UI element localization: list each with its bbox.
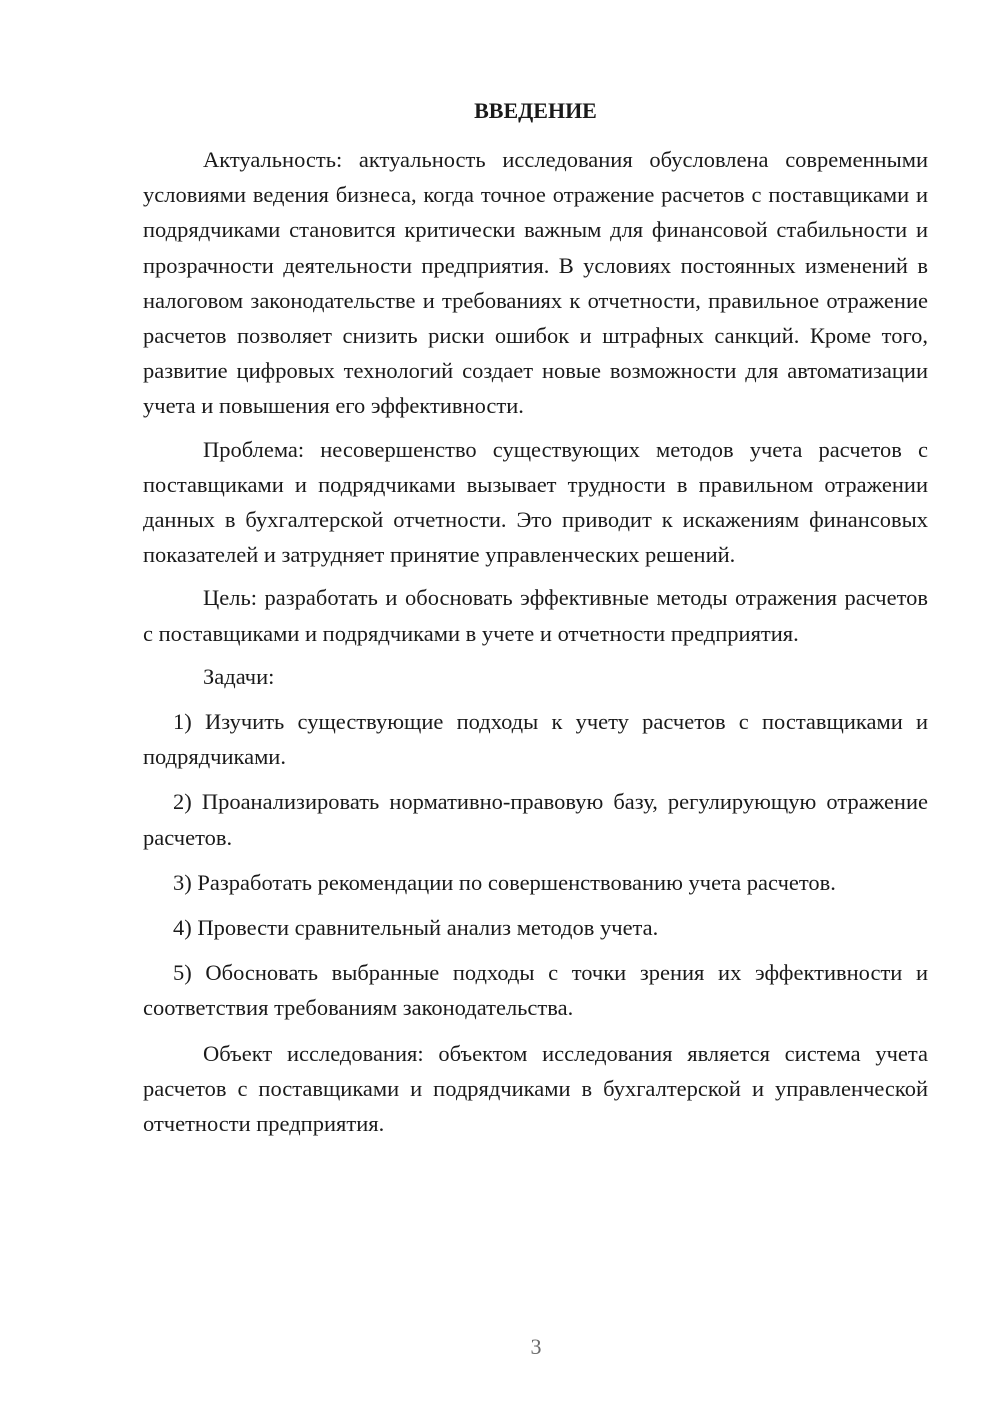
tasks-heading: Задачи: [203,663,275,689]
paragraph-actuality: Актуальность: актуальность исследования обусловлена современными условиями ведения бизнеса, когда точное отражение расчетов с поставщиками и подрядчиками становится критически важным для финансовой стабильности и прозрачности деятельности предприятия. В условиях постоянных изменений в налоговом законодательстве и требованиях к отчетности, правильное отражение расчетов позволяет снизить риски ошибок и штрафных санкций. Кроме того, развитие цифровых технологий создает новые возможности для автоматизации учета и повышения его эффективности. [143,147,928,419]
page-title: ВВЕДЕНИЕ [474,98,597,123]
task-item-1: 1) Изучить существующие подходы к учету расчетов с поставщиками и подрядчиками. [143,709,928,770]
paragraph-problem: Проблема: несовершенство существующих методов учета расчетов с поставщиками и подрядчиками вызывает трудности в правильном отражении данных в бухгалтерской отчетности. Это приводит к искажениям финансовых показателей и затрудняет принятие управленческих решений. [143,436,928,568]
document-body [143,142,928,1149]
paragraph-goal: Цель: разработать и обосновать эффективные методы отражения расчетов с поставщиками и подрядчиками в учете и отчетности предприятия. [143,585,928,646]
paragraph-object: Объект исследования: объектом исследования является система учета расчетов с поставщиками и подрядчиками в бухгалтерской и управленческой отчетности предприятия. [143,1040,928,1137]
page-number: 3 [530,1334,542,1359]
task-item-4: 4) Провести сравнительный анализ методов учета. [173,915,659,941]
task-item-5: 5) Обосновать выбранные подходы с точки зрения их эффективности и соответствия требованиям законодательства. [143,960,928,1021]
task-item-2: 2) Проанализировать нормативно-правовую базу, регулирующую отражение расчетов. [143,789,928,850]
task-item-3: 3) Разработать рекомендации по совершенствованию учета расчетов. [173,869,836,895]
